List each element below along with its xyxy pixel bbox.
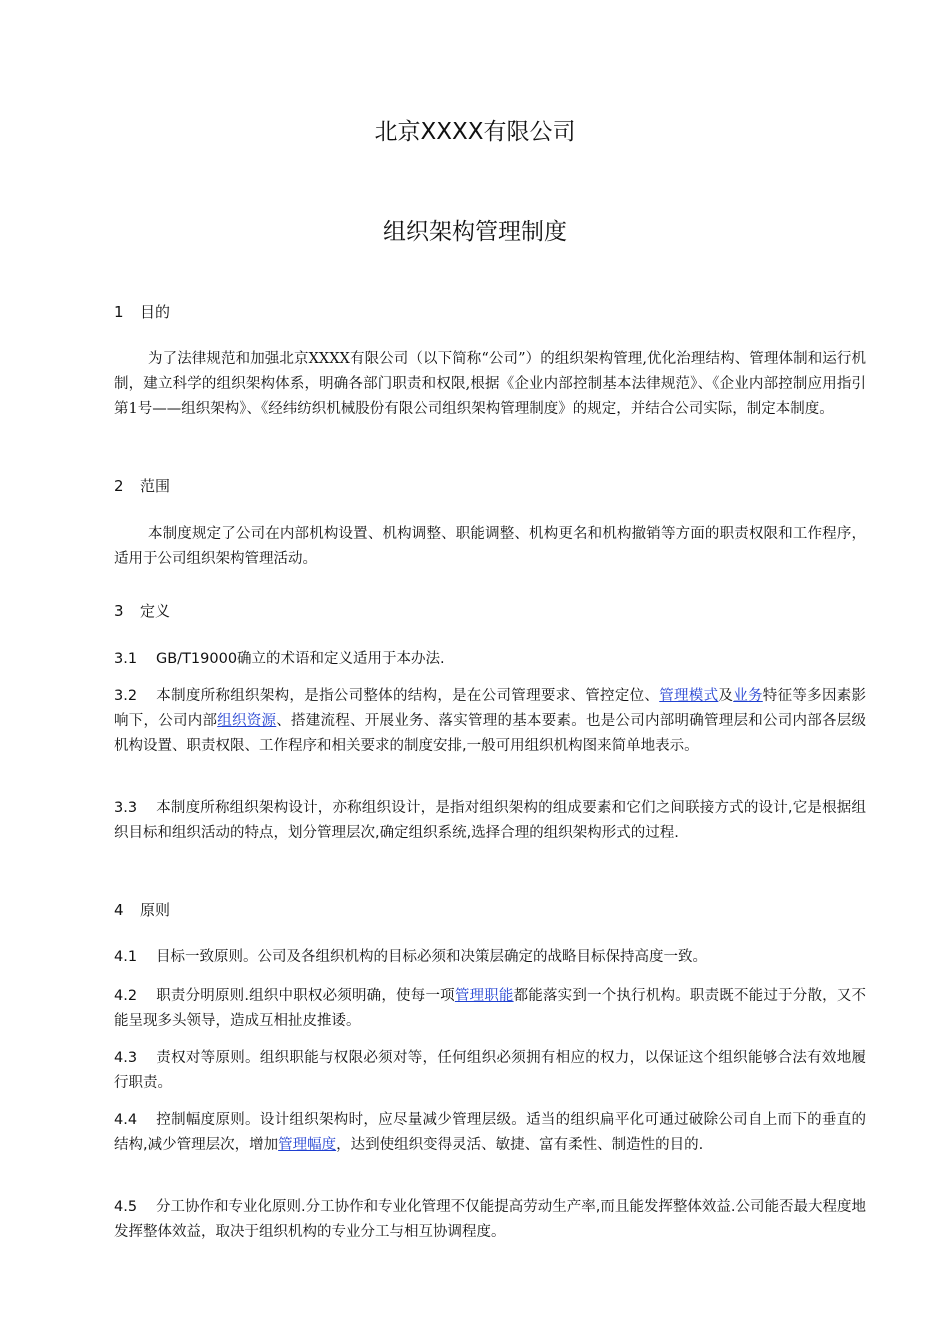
link-management-function[interactable]: 管理职能 — [454, 988, 514, 1004]
section-1-paragraph: 为了法律规范和加强北京XXXX有限公司（以下简称“公司”）的组织架构管理,优化治理结构、管理体制和运行机制，建立科学的组织架构体系，明确各部门职责和权限,根据《企业内部控制基本法律规范》、《企业内部控制应用指引第1号——组织架构》、《经纬纺织机械股份有限公司组织架构管理制度》的规定，并结合公司实际，制定本制度。 — [114, 351, 866, 417]
clause-4-2-text-b: 都能落实到一个执行机构。职责既不能过于分散，又不能呈现多头领导，造成互相扯皮推诿。 — [114, 988, 867, 1029]
section-3-number: 3 — [114, 602, 124, 620]
clause-3-1 — [114, 647, 866, 672]
section-2-paragraph: 本制度规定了公司在内部机构设置、机构调整、职能调整、机构更名和机构撤销等方面的职责权限和工作程序，适用于公司组织架构管理活动。 — [114, 526, 866, 567]
clause-3-2-text-b: 及 — [718, 688, 734, 704]
clause-3-3 — [114, 796, 866, 846]
section-2-title: 范围 — [140, 477, 171, 495]
link-management-span[interactable]: 管理幅度 — [278, 1137, 337, 1153]
clause-4-3 — [114, 1046, 866, 1096]
clause-3-3-number: 3.3 — [114, 800, 138, 816]
document-title: 组织架构管理制度 — [383, 219, 567, 245]
clause-3-3-text: 本制度所称组织架构设计，亦称组织设计，是指对组织架构的组成要素和它们之间联接方式的设计,它是根据组织目标和组织活动的特点，划分管理层次,确定组织系统,选择合理的组织架构形式的过程. — [114, 800, 866, 841]
section-4-heading — [114, 899, 170, 920]
clause-4-5 — [114, 1195, 866, 1245]
section-3-heading — [114, 600, 170, 621]
clause-4-4 — [114, 1108, 866, 1158]
section-4-title: 原则 — [140, 901, 171, 919]
clause-4-4-text-a: 控制幅度原则。设计组织架构时，应尽量减少管理层级。适当的组织扁平化可通过破除公司自上而下的垂直的结构,减少管理层次，增加 — [114, 1112, 866, 1153]
section-1-title: 目的 — [140, 303, 171, 321]
section-1-heading — [114, 301, 170, 322]
section-4-number: 4 — [114, 901, 124, 919]
clause-4-4-number: 4.4 — [114, 1112, 138, 1128]
clause-4-2-number: 4.2 — [114, 988, 138, 1004]
clause-3-2 — [114, 684, 866, 759]
clause-3-2-number: 3.2 — [114, 688, 138, 704]
section-2-heading — [114, 475, 170, 496]
link-organizational-resources[interactable]: 组织资源 — [217, 713, 277, 729]
link-management-mode[interactable]: 管理模式 — [659, 688, 719, 704]
clause-4-5-number: 4.5 — [114, 1199, 138, 1215]
clause-3-2-text-c: 特征等多因素影响下，公司内部 — [114, 688, 867, 729]
clause-3-2-text-a: 本制度所称组织架构，是指公司整体的结构，是在公司管理要求、管控定位、 — [156, 688, 660, 704]
link-business[interactable]: 业务 — [733, 688, 763, 704]
clause-3-1-number: 3.1 — [114, 651, 138, 667]
clause-4-5-text: 分工协作和专业化原则.分工协作和专业化管理不仅能提高劳动生产率,而且能发挥整体效益.公司能否最大程度地发挥整体效益，取决于组织机构的专业分工与相互协调程度。 — [114, 1199, 866, 1240]
clause-4-1-number: 4.1 — [114, 949, 138, 965]
clause-4-1-text: 目标一致原则。公司及各组织机构的目标必须和决策层确定的战略目标保持高度一致。 — [156, 949, 707, 965]
clause-4-4-text-b: ，达到使组织变得灵活、敏捷、富有柔性、制造性的目的. — [336, 1137, 704, 1153]
section-1-number: 1 — [114, 303, 124, 321]
clause-4-3-text: 责权对等原则。组织职能与权限必须对等，任何组织必须拥有相应的权力，以保证这个组织能够合法有效地履行职责。 — [114, 1050, 866, 1091]
section-2-number: 2 — [114, 477, 124, 495]
clause-4-2-text-a: 职责分明原则.组织中职权必须明确，使每一项 — [156, 988, 455, 1004]
clause-4-1 — [114, 945, 866, 970]
clause-3-1-text: GB/T19000确立的术语和定义适用于本办法. — [156, 651, 445, 667]
clause-4-3-number: 4.3 — [114, 1050, 138, 1066]
section-3-title: 定义 — [140, 602, 171, 620]
clause-4-2 — [114, 984, 866, 1034]
clause-3-2-text-d: 、搭建流程、开展业务、落实管理的基本要素。也是公司内部明确管理层和公司内部各层级机构设置、职责权限、工作程序和相关要求的制度安排,一般可用组织机构图来简单地表示。 — [114, 713, 866, 754]
company-title: 北京XXXX有限公司 — [374, 119, 576, 145]
